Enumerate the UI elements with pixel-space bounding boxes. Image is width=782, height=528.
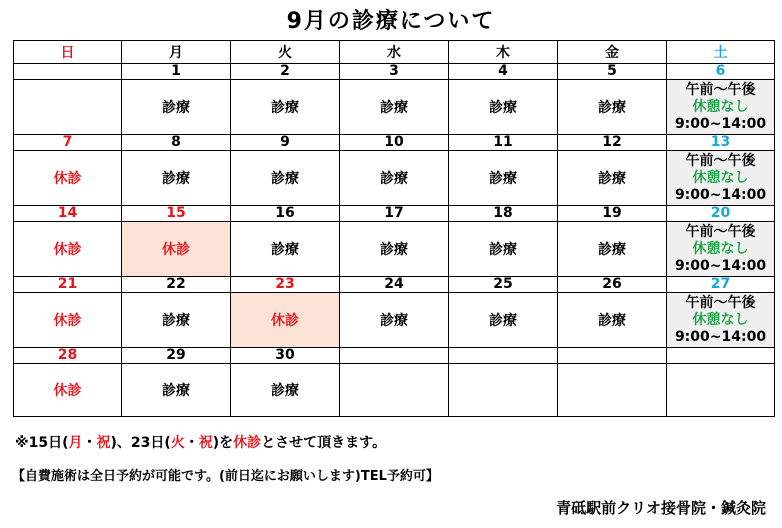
date-number-row	[14, 135, 775, 151]
date-number: 23	[231, 277, 340, 293]
no-break-label: 休憩なし	[692, 169, 749, 186]
date-number: 22	[122, 277, 231, 293]
date-number: 3	[340, 64, 449, 80]
note-text: )を	[212, 435, 234, 451]
note-text: 休診	[233, 435, 262, 451]
date-number: 11	[449, 135, 558, 151]
date-number-row	[14, 206, 775, 222]
open-cell: 診療	[122, 80, 231, 135]
note-text: ※15日(	[15, 435, 69, 451]
open-cell: 診療	[340, 222, 449, 277]
date-number: 6	[667, 64, 775, 80]
open-cell: 診療	[558, 222, 667, 277]
date-number	[14, 64, 122, 80]
date-number	[558, 348, 667, 364]
date-number: 18	[449, 206, 558, 222]
open-cell: 診療	[122, 364, 231, 417]
page-title: 9月の診療について	[286, 9, 496, 34]
closed-cell: 休診	[122, 222, 231, 277]
saturday-hours-cell	[667, 222, 775, 277]
weekday-wednesday: 水	[340, 41, 449, 64]
empty-cell	[558, 364, 667, 417]
date-number: 12	[558, 135, 667, 151]
closure-note	[15, 432, 386, 452]
status-row	[14, 364, 775, 417]
date-number: 8	[122, 135, 231, 151]
weekday-saturday: 土	[667, 41, 775, 64]
date-number: 30	[231, 348, 340, 364]
weekday-friday: 金	[558, 41, 667, 64]
date-number: 19	[558, 206, 667, 222]
open-cell: 診療	[449, 151, 558, 206]
note-text: ・	[82, 435, 97, 451]
date-number	[449, 348, 558, 364]
saturday-hours-line: 午前～午後	[685, 152, 756, 169]
date-number: 1	[122, 64, 231, 80]
saturday-hours-time: 9:00~14:00	[674, 257, 767, 274]
self-pay-note: 【自費施術は全日予約が可能です。(前日迄にお願いします)TEL予約可】	[12, 469, 439, 484]
date-number: 24	[340, 277, 449, 293]
saturday-hours-time: 9:00~14:00	[674, 328, 767, 345]
date-number: 21	[14, 277, 122, 293]
date-number: 15	[122, 206, 231, 222]
note-text: )、23日(	[110, 435, 171, 451]
date-number: 2	[231, 64, 340, 80]
closed-cell: 休診	[231, 293, 340, 348]
empty-cell	[14, 80, 122, 135]
saturday-hours-cell	[667, 151, 775, 206]
open-cell: 診療	[231, 222, 340, 277]
open-cell: 診療	[340, 80, 449, 135]
status-row	[14, 151, 775, 206]
empty-cell	[449, 364, 558, 417]
open-cell: 診療	[340, 151, 449, 206]
open-cell: 診療	[449, 80, 558, 135]
date-number-row	[14, 348, 775, 364]
date-number: 26	[558, 277, 667, 293]
status-row	[14, 293, 775, 348]
open-cell: 診療	[558, 80, 667, 135]
date-number: 20	[667, 206, 775, 222]
date-number: 27	[667, 277, 775, 293]
closed-cell: 休診	[14, 364, 122, 417]
status-row	[14, 222, 775, 277]
saturday-hours-time: 9:00~14:00	[674, 115, 767, 132]
date-number: 7	[14, 135, 122, 151]
date-number	[340, 348, 449, 364]
saturday-hours-cell	[667, 293, 775, 348]
weekday-thursday: 木	[449, 41, 558, 64]
date-number: 17	[340, 206, 449, 222]
weekday-tuesday: 火	[231, 41, 340, 64]
open-cell: 診療	[558, 293, 667, 348]
weekday-sunday: 日	[14, 41, 122, 64]
no-break-label: 休憩なし	[692, 311, 749, 328]
date-number	[667, 348, 775, 364]
open-cell: 診療	[231, 364, 340, 417]
closed-cell: 休診	[14, 293, 122, 348]
note-text: ・	[184, 435, 199, 451]
note-text: 月	[68, 435, 83, 451]
no-break-label: 休憩なし	[692, 240, 749, 257]
date-number: 5	[558, 64, 667, 80]
saturday-hours-time: 9:00~14:00	[674, 186, 767, 203]
open-cell: 診療	[231, 80, 340, 135]
closed-cell: 休診	[14, 222, 122, 277]
note-text: 祝	[198, 435, 213, 451]
open-cell: 診療	[231, 151, 340, 206]
date-number: 4	[449, 64, 558, 80]
open-cell: 診療	[340, 293, 449, 348]
note-text: 祝	[96, 435, 111, 451]
open-cell: 診療	[449, 293, 558, 348]
open-cell: 診療	[122, 151, 231, 206]
saturday-hours-line: 午前～午後	[685, 294, 756, 311]
no-break-label: 休憩なし	[692, 98, 749, 115]
date-number: 14	[14, 206, 122, 222]
date-number: 16	[231, 206, 340, 222]
note-text: 火	[170, 435, 185, 451]
clinic-name: 青砥駅前クリオ接骨院・鍼灸院	[556, 499, 766, 517]
date-number: 25	[449, 277, 558, 293]
status-row	[14, 80, 775, 135]
date-number: 13	[667, 135, 775, 151]
empty-cell	[667, 364, 775, 417]
saturday-hours-line: 午前～午後	[685, 223, 756, 240]
date-number-row	[14, 277, 775, 293]
weekday-header-row	[14, 41, 775, 64]
date-number: 10	[340, 135, 449, 151]
saturday-hours-line: 午前～午後	[685, 81, 756, 98]
date-number: 9	[231, 135, 340, 151]
empty-cell	[340, 364, 449, 417]
note-text: とさせて頂きます。	[261, 435, 387, 451]
weekday-monday: 月	[122, 41, 231, 64]
saturday-hours-cell	[667, 80, 775, 135]
date-number: 28	[14, 348, 122, 364]
open-cell: 診療	[122, 293, 231, 348]
date-number: 29	[122, 348, 231, 364]
open-cell: 診療	[558, 151, 667, 206]
calendar-table	[13, 40, 775, 417]
date-number-row	[14, 64, 775, 80]
open-cell: 診療	[449, 222, 558, 277]
closed-cell: 休診	[14, 151, 122, 206]
